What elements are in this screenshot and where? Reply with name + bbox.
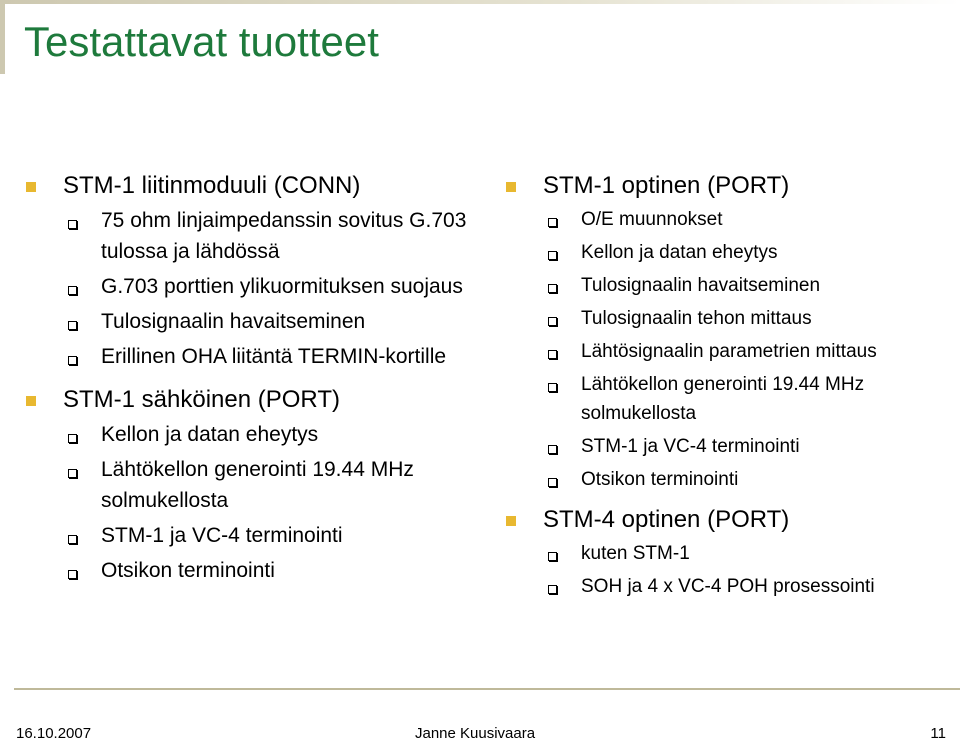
right-item-level1 [504, 170, 954, 201]
bullet-text: STM-1 sähköinen (PORT) [63, 386, 340, 413]
right-item-level2 [504, 572, 954, 601]
square-bullet-icon [506, 516, 516, 526]
right-item-level2 [504, 337, 954, 366]
checkbox-bullet-icon [548, 585, 557, 594]
left-item-level2 [24, 271, 474, 302]
left-item-level2 [24, 555, 474, 586]
bullet-text: Lähtökellon generointi 19.44 MHz solmukellosta [581, 374, 865, 424]
slide-title: Testattavat tuotteet [24, 18, 379, 65]
checkbox-bullet-icon [68, 535, 77, 544]
checkbox-bullet-icon [548, 350, 557, 359]
bullet-text: STM-1 liitinmoduuli (CONN) [63, 172, 361, 199]
bullet-text: Lähtökellon generointi 19.44 MHz solmukellosta [101, 458, 414, 512]
checkbox-bullet-icon [68, 356, 77, 365]
bullet-text: Kellon ja datan eheytys [101, 423, 319, 446]
bullet-text: Tulosignaalin havaitseminen [581, 275, 821, 296]
bullet-text: kuten STM-1 [581, 543, 690, 564]
right-item-level2 [504, 432, 954, 461]
bullet-text: Otsikon terminointi [581, 469, 739, 490]
bullet-text: Lähtösignaalin parametrien mittaus [581, 341, 877, 362]
checkbox-bullet-icon [68, 570, 77, 579]
checkbox-bullet-icon [68, 469, 77, 478]
checkbox-bullet-icon [548, 251, 557, 260]
checkbox-bullet-icon [68, 321, 77, 330]
bullet-text: STM-4 optinen (PORT) [543, 506, 790, 533]
bullet-text: SOH ja 4 x VC-4 POH prosessointi [581, 576, 875, 597]
footer-author: Janne Kuusivaara [415, 725, 536, 742]
right-item-level2 [504, 304, 954, 333]
checkbox-bullet-icon [68, 434, 77, 443]
right-item-level2 [504, 271, 954, 300]
left-item-level2 [24, 454, 474, 516]
left-item-level2 [24, 306, 474, 337]
bullet-text: Tulosignaalin tehon mittaus [581, 308, 812, 329]
left-item-level1 [24, 170, 474, 201]
slide-left-border [0, 0, 5, 74]
right-item-level2 [504, 465, 954, 494]
checkbox-bullet-icon [548, 552, 557, 561]
right-item-level2 [504, 205, 954, 234]
square-bullet-icon [26, 182, 36, 192]
bullet-text: STM-1 optinen (PORT) [543, 172, 790, 199]
bullet-text: O/E muunnokset [581, 209, 723, 230]
square-bullet-icon [26, 396, 36, 406]
footer-divider [14, 688, 960, 690]
checkbox-bullet-icon [548, 383, 557, 392]
footer-date: 16.10.2007 [16, 725, 92, 742]
bullet-text: STM-1 ja VC-4 terminointi [101, 524, 343, 547]
bullet-text: Kellon ja datan eheytys [581, 242, 778, 263]
right-item-level2 [504, 238, 954, 267]
checkbox-bullet-icon [548, 445, 557, 454]
checkbox-bullet-icon [548, 317, 557, 326]
checkbox-bullet-icon [548, 218, 557, 227]
left-item-level2 [24, 520, 474, 551]
left-item-level2 [24, 341, 474, 372]
left-item-level2 [24, 419, 474, 450]
bullet-text: Erillinen OHA liitäntä TERMIN-kortille [101, 345, 447, 368]
bullet-text: G.703 porttien ylikuormituksen suojaus [101, 275, 463, 298]
right-item-level2 [504, 539, 954, 568]
bullet-text: STM-1 ja VC-4 terminointi [581, 436, 800, 457]
bullet-text: 75 ohm linjaimpedanssin sovitus G.703 tulossa ja lähdössä [101, 209, 467, 263]
checkbox-bullet-icon [68, 286, 77, 295]
right-item-level1 [504, 504, 954, 535]
footer-page-number: 11 [930, 725, 946, 742]
bullet-text: Otsikon terminointi [101, 559, 275, 582]
right-item-level2 [504, 370, 954, 428]
left-item-level1 [24, 384, 474, 415]
slide-top-border [0, 0, 960, 4]
checkbox-bullet-icon [548, 478, 557, 487]
left-bullet-column [24, 170, 474, 586]
square-bullet-icon [506, 182, 516, 192]
bullet-text: Tulosignaalin havaitseminen [101, 310, 366, 333]
right-bullet-column [504, 170, 954, 601]
checkbox-bullet-icon [68, 220, 77, 229]
checkbox-bullet-icon [548, 284, 557, 293]
left-item-level2 [24, 205, 474, 267]
